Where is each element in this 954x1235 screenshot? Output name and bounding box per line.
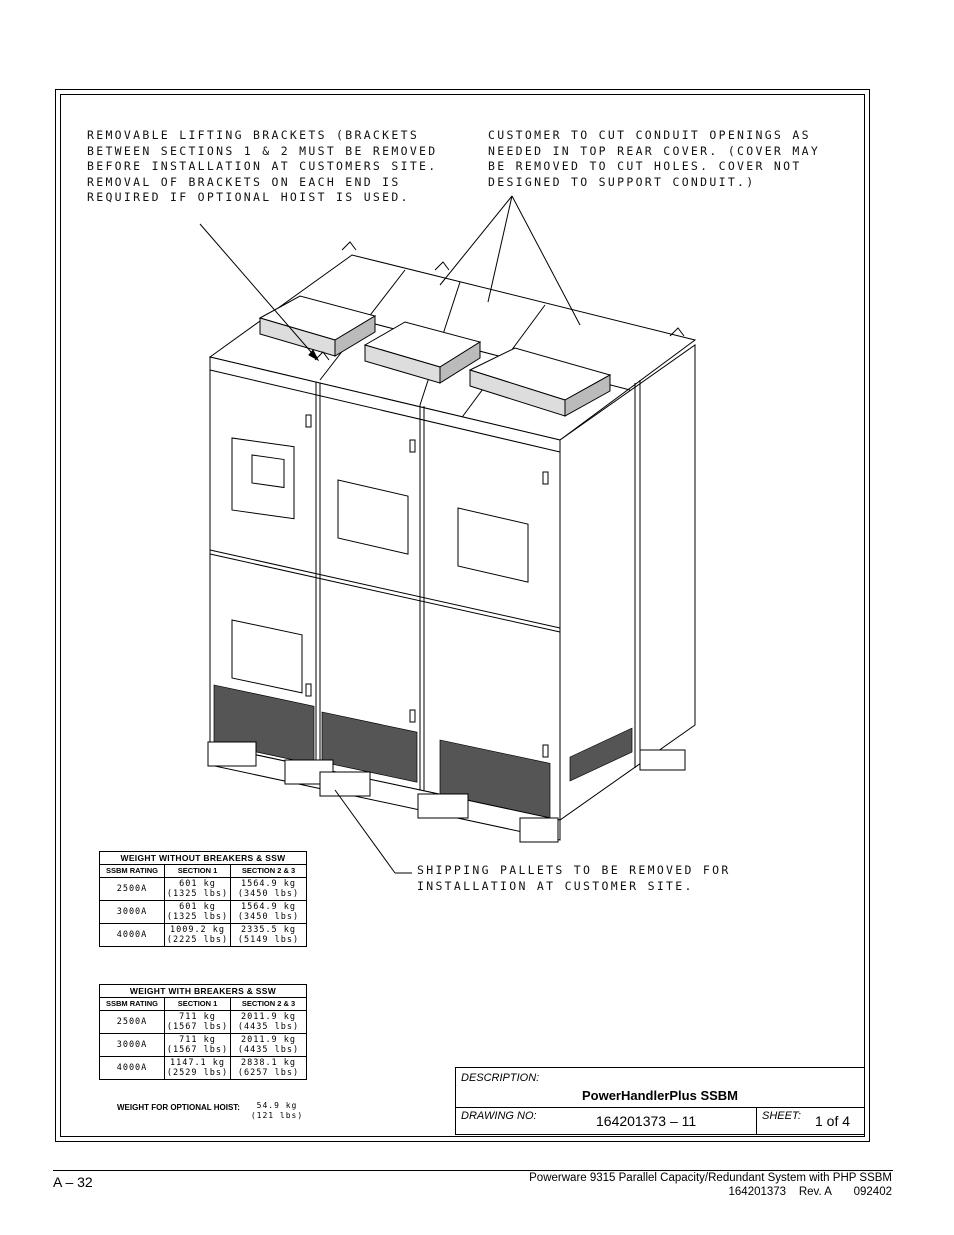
sheet-label: SHEET: [762, 1110, 801, 1122]
column-header: SECTION 1 [165, 998, 231, 1011]
column-header: SECTION 1 [165, 865, 231, 878]
table-cell: 4000A [100, 1057, 165, 1080]
table-cell: 2838.1 kg (6257 lbs) [231, 1057, 307, 1080]
document-title: Powerware 9315 Parallel Capacity/Redundant System with PHP SSBM [529, 1172, 892, 1184]
drawing-number-label: DRAWING NO: [461, 1110, 537, 1122]
table-cell: 3000A [100, 1034, 165, 1057]
table-cell: 711 kg (1567 lbs) [165, 1011, 231, 1034]
hoist-value: 54.9 kg (121 lbs) [250, 1101, 304, 1120]
title-block [455, 1067, 865, 1135]
description-value: PowerHandlerPlus SSBM [581, 1088, 739, 1103]
column-header: SSBM RATING [100, 998, 165, 1011]
table-cell: 4000A [100, 924, 165, 947]
table-cell: 601 kg (1325 lbs) [165, 878, 231, 901]
hoist-label: WEIGHT FOR OPTIONAL HOIST: [117, 1103, 240, 1112]
table-cell: 2335.5 kg (5149 lbs) [231, 924, 307, 947]
table-cell: 601 kg (1325 lbs) [165, 901, 231, 924]
column-header: SSBM RATING [100, 865, 165, 878]
table-cell: 2011.9 kg (4435 lbs) [231, 1011, 307, 1034]
sheet-value: 1 of 4 [815, 1113, 851, 1129]
table-cell: 3000A [100, 901, 165, 924]
page-number: A – 32 [53, 1174, 93, 1190]
weight-without-breakers-table [99, 851, 307, 947]
column-header: SECTION 2 & 3 [231, 998, 307, 1011]
table-cell: 1009.2 kg (2225 lbs) [165, 924, 231, 947]
column-header: SECTION 2 & 3 [231, 865, 307, 878]
description-label: DESCRIPTION: [461, 1072, 540, 1084]
weight-with-breakers-table [99, 984, 307, 1080]
table-title: WEIGHT WITH BREAKERS & SSW [100, 985, 307, 998]
table-title: WEIGHT WITHOUT BREAKERS & SSW [100, 852, 307, 865]
table-cell: 1147.1 kg (2529 lbs) [165, 1057, 231, 1080]
conduit-note: CUSTOMER TO CUT CONDUIT OPENINGS AS NEEDED IN TOP REAR COVER. (COVER MAY BE REMOVED TO CUT HOLES. COVER NOT DESIGNED TO SUPPORT CONDUIT.) [488, 128, 821, 189]
footer-rule [53, 1170, 893, 1171]
table-cell: 2500A [100, 1011, 165, 1034]
document-revision: 164201373 Rev. A 092402 [728, 1186, 892, 1198]
lifting-brackets-note: REMOVABLE LIFTING BRACKETS (BRACKETS BETWEEN SECTIONS 1 & 2 MUST BE REMOVED BEFORE INSTALLATION AT CUSTOMERS SITE. REMOVAL OF BRACKETS ON EACH END IS REQUIRED IF OPTIONAL HOIST IS USED. [87, 128, 438, 204]
table-cell: 2500A [100, 878, 165, 901]
table-cell: 1564.9 kg (3450 lbs) [231, 901, 307, 924]
pallets-note: SHIPPING PALLETS TO BE REMOVED FOR INSTALLATION AT CUSTOMER SITE. [417, 863, 731, 893]
table-cell: 711 kg (1567 lbs) [165, 1034, 231, 1057]
table-cell: 1564.9 kg (3450 lbs) [231, 878, 307, 901]
drawing-number-value: 164201373 – 11 [596, 1113, 697, 1129]
sheet-divider [756, 1107, 757, 1135]
table-cell: 2011.9 kg (4435 lbs) [231, 1034, 307, 1057]
